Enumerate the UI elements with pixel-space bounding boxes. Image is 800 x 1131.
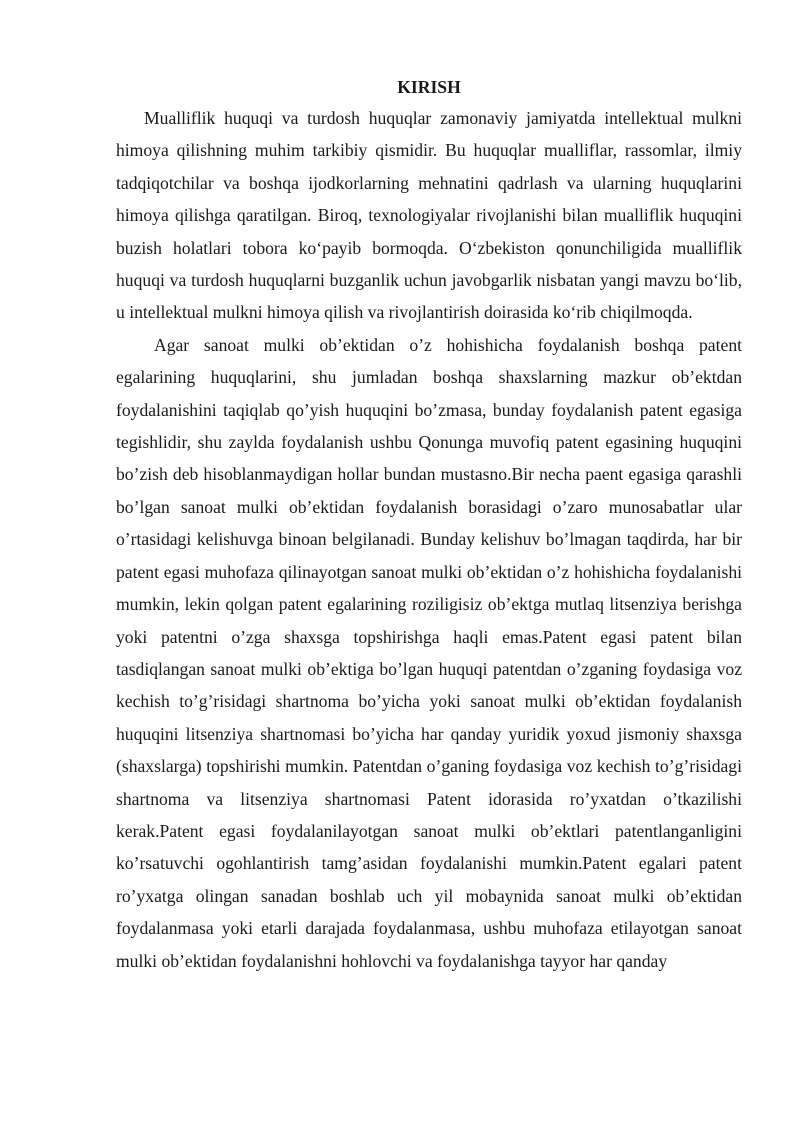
- paragraph-intro: Mualliflik huquqi va turdosh huquqlar zamonaviy jamiyatda intellektual mulkni himoya qilishning muhim tarkibiy qismidir. Bu huquqlar mualliflar, rassomlar, ilmiy tadqiqotchilar va boshqa ijodkorlarning mehnatini qadrlash va ularning huquqlarini himoya qilishga qaratilgan. Biroq, texnologiyalar rivojlanishi bilan mualliflik huquqini buzish holatlari tobora koʻpayib bormoqda. Oʻzbekiston qonunchiligida mualliflik huquqi va turdosh huquqlarni buzganlik uchun javobgarlik nisbatan yangi mavzu boʻlib, u intellektual mulkni himoya qilish va rivojlantirish doirasida koʻrib chiqilmoqda.: [116, 108, 742, 323]
- paragraph-patent-rights: Agar sanoat mulki ob’ektidan o’z hohishicha foydalanish boshqa patent egalarining huquqlarini, shu jumladan boshqa shaxslarning mazkur ob’ektdan foydalanishini taqiqlab qo’yish huquqini bo’zmasa, bunday foydalanish patent egasiga tegishlidir, shu zaylda foydalanish ushbu Qonunga muvofiq patent egasining huquqini bo’zish deb hisoblanmaydigan hollar bundan mustasno.Bir necha paent egasiga qarashli bo’lgan sanoat mulki ob’ektidan foydalanish borasidagi o’zaro munosabatlar ular o’rtasidagi kelishuvga binoan belgilanadi. Bunday kelishuv bo’lmagan taqdirda, har bir patent egasi muhofaza qilinayotgan sanoat mulki ob’ektidan o’z hohishicha foydalanishi mumkin, lekin qolgan patent egalarining roziligisiz ob’ektga mutlaq litsenziya berishga yoki patentni o’zga shaxsga topshirishga haqli emas.Patent egasi patent bilan tasdiqlangan sanoat mulki ob’ektiga bo’lgan huquqi patentdan o’zganing foydasiga voz kechish to’g’risidagi shartnoma bo’yicha yoki sanoat mulki ob’ektidan foydalanish huquqini litsenziya shartnomasi bo’yicha har qanday yuridik yoxud jismoniy shaxsga (shaxslarga) topshirishi mumkin. Patentdan o’ganing foydasiga voz kechish to’g’risidagi shartnoma va litsenziya shartnomasi Patent idorasida ro’yxatdan o’tkazilishi kerak.Patent egasi foydalanilayotgan sanoat mulki ob’ektlari patentlanganligini ko’rsatuvchi ogohlantirish tamg’asidan foydalanishi mumkin.Patent egalari patent ro’yxatga olingan sanadan boshlab uch yil mobaynida sanoat mulki ob’ektidan foydalanmasa yoki etarli darajada foydalanmasa, ushbu muhofaza etilayotgan sanoat mulki ob’ektidan foydalanishni hohlovchi va foydalanishga tayyor har qanday: [116, 334, 742, 971]
- page-title: KIRISH: [397, 77, 461, 97]
